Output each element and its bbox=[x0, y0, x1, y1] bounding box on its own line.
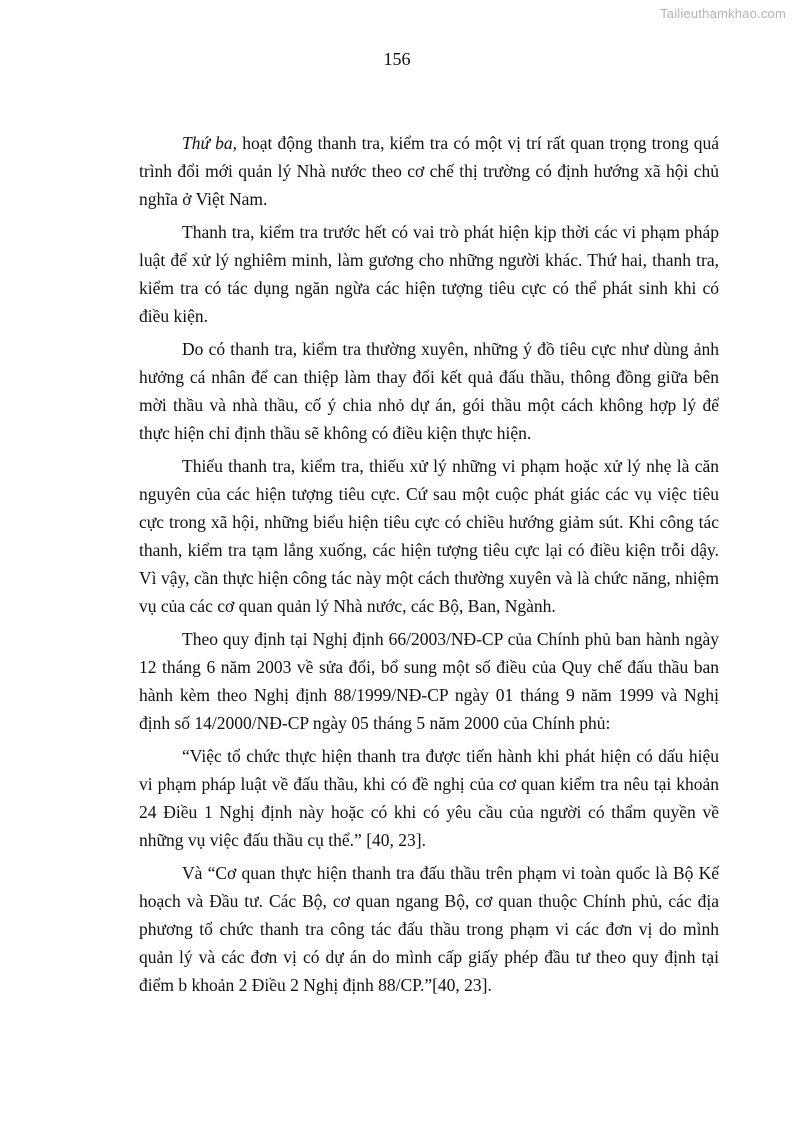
paragraph-text: Thanh tra, kiểm tra trước hết có vai trò phát hiện kịp thời các vi phạm pháp luật để xử lý nghiêm minh, làm gương cho những người khác. Thứ hai, thanh tra, kiểm tra có tác dụng ngăn ngừa các hiện tượng tiêu cực có thể phát sinh khi có điều kiện. bbox=[139, 222, 719, 326]
paragraph-text: Và “Cơ quan thực hiện thanh tra đấu thầu trên phạm vi toàn quốc là Bộ Kế hoạch và Đầu tư. Các Bộ, cơ quan ngang Bộ, cơ quan thuộc Chính phủ, các địa phương tổ chức thanh tra công tác đấu thầu trong phạm vi các đơn vị do mình quản lý và các đơn vị có dự án do mình cấp giấy phép đầu tư theo quy định tại điểm b khoản 2 Điều 2 Nghị định 88/CP.”[40, 23]. bbox=[139, 863, 719, 995]
paragraph-2 bbox=[139, 218, 719, 330]
paragraph-7-quote bbox=[139, 859, 719, 999]
paragraph-text: Thiếu thanh tra, kiểm tra, thiếu xử lý những vi phạm hoặc xử lý nhẹ là căn nguyên của các hiện tượng tiêu cực. Cứ sau một cuộc phát giác các vụ việc tiêu cực trong xã hội, những biểu hiện tiêu cực có chiều hướng giảm sút. Khi công tác thanh, kiểm tra tạm lắng xuống, các hiện tượng tiêu cực lại có điều kiện trỗi dậy. Vì vậy, cần thực hiện công tác này một cách thường xuyên và là chức năng, nhiệm vụ của các cơ quan quản lý Nhà nước, các Bộ, Ban, Ngành. bbox=[139, 456, 719, 616]
paragraph-text: “Việc tổ chức thực hiện thanh tra được tiến hành khi phát hiện có dấu hiệu vi phạm pháp luật về đấu thầu, khi có đề nghị của cơ quan kiểm tra nêu tại khoản 24 Điều 1 Nghị định này hoặc có khi có yêu cầu của người có thẩm quyền về những vụ việc đấu thầu cụ thể.” [40, 23]. bbox=[139, 746, 719, 850]
paragraph-text: hoạt động thanh tra, kiểm tra có một vị trí rất quan trọng trong quá trình đổi mới quản lý Nhà nước theo cơ chế thị trường có định hướng xã hội chủ nghĩa ở Việt Nam. bbox=[139, 133, 719, 209]
watermark-text: Tailieuthamkhao.com bbox=[660, 6, 786, 21]
paragraph-6-quote bbox=[139, 742, 719, 854]
paragraph-3 bbox=[139, 335, 719, 447]
paragraph-5 bbox=[139, 625, 719, 737]
document-body bbox=[139, 129, 719, 1004]
paragraph-4 bbox=[139, 452, 719, 620]
paragraph-text: Theo quy định tại Nghị định 66/2003/NĐ-CP của Chính phủ ban hành ngày 12 tháng 6 năm 2003 về sửa đổi, bổ sung một số điều của Quy chế đấu thầu ban hành kèm theo Nghị định 88/1999/NĐ-CP ngày 01 tháng 9 năm 1999 và Nghị định số 14/2000/NĐ-CP ngày 05 tháng 5 năm 2000 của Chính phủ: bbox=[139, 629, 719, 733]
page-number: 156 bbox=[383, 49, 411, 69]
paragraph-lead-italic: Thứ ba, bbox=[182, 133, 238, 153]
paragraph-text: Do có thanh tra, kiểm tra thường xuyên, những ý đồ tiêu cực như dùng ảnh hưởng cá nhân để can thiệp làm thay đổi kết quả đấu thầu, thông đồng giữa bên mời thầu và nhà thầu, cố ý chia nhỏ dự án, gói thầu một cách không hợp lý để thực hiện chỉ định thầu sẽ không có điều kiện thực hiện. bbox=[139, 339, 719, 443]
paragraph-1 bbox=[139, 129, 719, 213]
